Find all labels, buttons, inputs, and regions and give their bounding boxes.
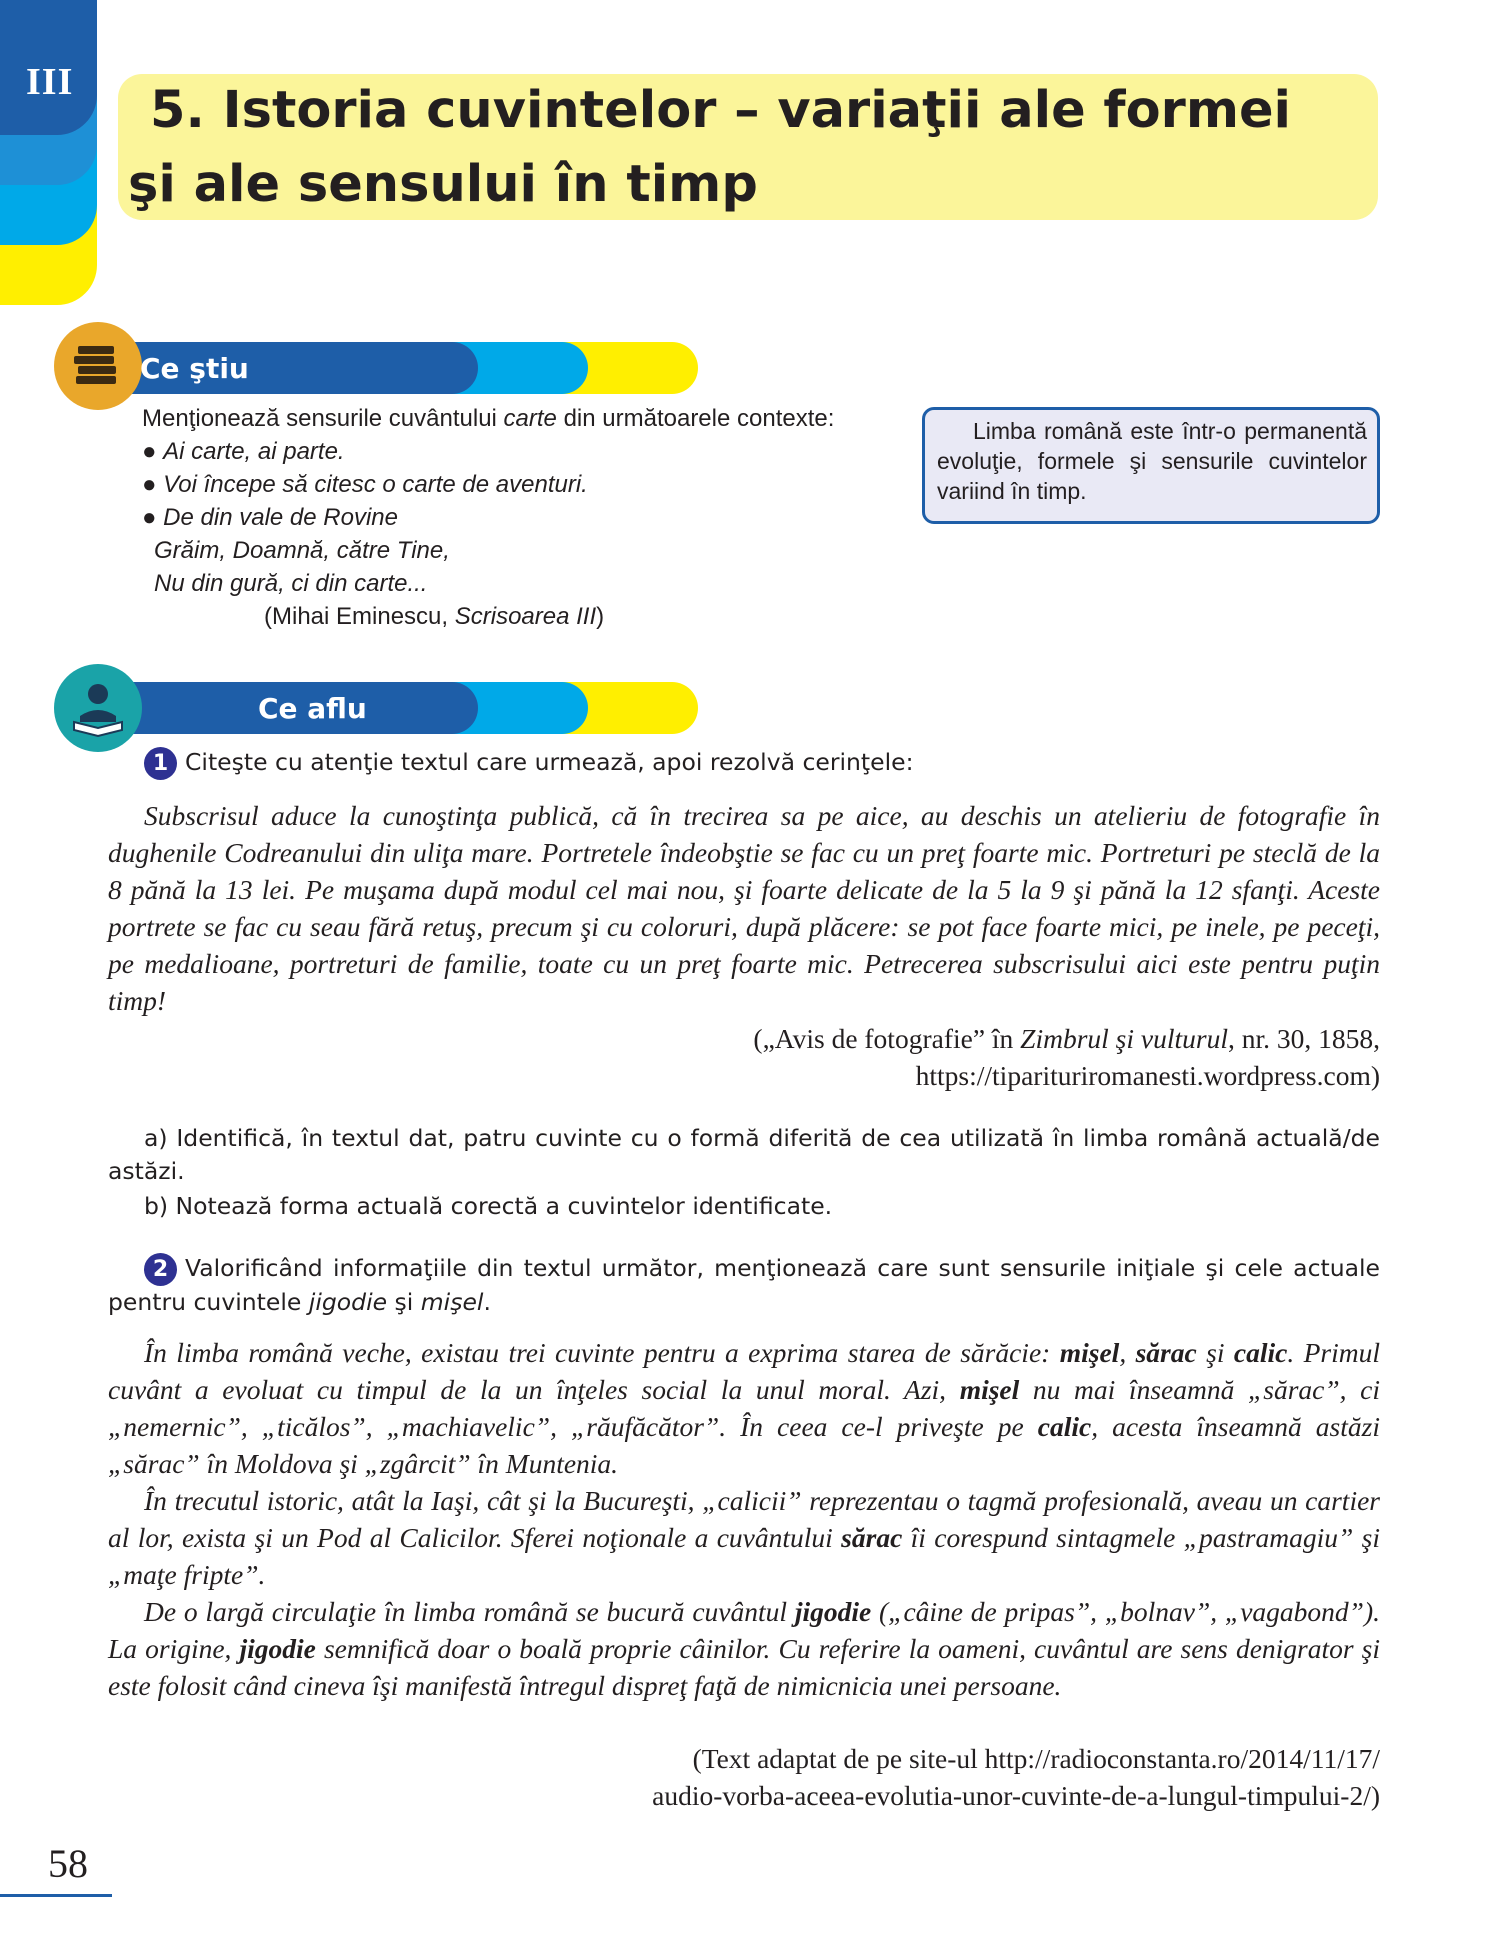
task-1-text: Subscrisul aduce la cunoştinţa publică, că în trecirea sa pe aice, au deschis un atelieriu de fotografie în dughenile Codreanului din uliţa mare. Portretele îndeobştie se fac cu un preţ foarte mic. Portreturi pe steclă de la 8 pănă la 13 lei. Pe muşama după modul cel mai nou, şi foarte delicate de la 5 la 9 şi pănă la 12 sfanţi. Aceste portrete se fac cu seau fără retuş, precum şi cu coloruri, după plăcere: se pot face foarte mici, pe inele, pe peceţi, pe medalioane, portreturi de familie, toate cu un preţ foarte mic. Petrecerea subscrisului aici este pentru puţin timp! bbox=[108, 800, 1380, 1016]
ce-stiu-label: Ce ştiu bbox=[140, 352, 249, 385]
title-line-1: 5. Istoria cuvintelor – variaţii ale formei bbox=[150, 81, 1292, 140]
reader-icon bbox=[54, 664, 142, 752]
bullet-icon: ● bbox=[142, 471, 157, 498]
page-number: 58 bbox=[48, 1841, 88, 1886]
task-2-prompt: 2 Valorificând informaţiile din textul următor, menţionează care sunt sensurile iniţiale şi cele actuale pentru cuvintele jigodie şi mişel. bbox=[108, 1254, 1380, 1316]
poem-line: Nu din gură, ci din carte... bbox=[154, 570, 428, 597]
bullet-icon: ● bbox=[142, 438, 157, 465]
chapter-tab bbox=[0, 0, 97, 305]
info-note: Limba română este într-o permanentă evoluţie, formele şi sensurile cuvintelor variind în timp. bbox=[922, 407, 1380, 524]
bullet-item: ● Voi începe să citesc o carte de aventuri. bbox=[142, 471, 588, 498]
poem-line: Grăim, Doamnă, către Tine, bbox=[154, 537, 450, 564]
ce-aflu-label: Ce aflu bbox=[258, 692, 367, 725]
poem-attribution: (Mihai Eminescu, Scrisoarea III) bbox=[264, 603, 605, 630]
task-2-paragraph-1: În limba română veche, existau trei cuvinte pentru a exprima starea de sărăcie: mişel, sărac şi calic. Primul cuvânt a evoluat cu timpul de la un înţeles social la unul moral. Azi, mişel nu mai înseamnă „sărac”, ci „nemernic”, „ticălos”, „machiavelic”, „răufăcător”. În ceea ce-l priveşte pe calic, acesta înseamnă astăzi „sărac” în Moldova şi „zgârcit” în Muntenia. bbox=[108, 1337, 1381, 1479]
bullet-icon: ● bbox=[142, 504, 157, 531]
ce-aflu-bar bbox=[108, 682, 698, 734]
task-number: 2 bbox=[144, 1253, 177, 1286]
task-number: 1 bbox=[144, 747, 177, 780]
title-line-2: şi ale sensului în timp bbox=[128, 155, 758, 214]
books-icon bbox=[54, 322, 142, 410]
task-2-paragraph-3: De o largă circulaţie în limba română se bucură cuvântul jigodie („câine de pripas”, „bolnav”, „vagabond”). La origine, jigodie semnifică doar o boală proprie câinilor. Cu referire la oameni, cuvântul are sens denigrator şi este folosit când cineva îşi manifestă întregul dispreţ faţă de nimicnicia unei persoane. bbox=[108, 1596, 1381, 1701]
bullet-item: ● Ai carte, ai parte. bbox=[142, 438, 345, 465]
task-1-b: b) Notează forma actuală corectă a cuvintelor identificate. bbox=[144, 1192, 833, 1220]
ce-stiu-intro: Menţionează sensurile cuvântului carte din următoarele contexte: bbox=[142, 405, 835, 432]
task-2-text bbox=[108, 1334, 1380, 1704]
ce-stiu-content bbox=[142, 402, 902, 633]
page-number-underline bbox=[0, 1894, 112, 1897]
task-2-source: (Text adaptat de pe site-ul http://radioconstanta.ro/2014/11/17/ audio-vorba-aceea-evolutia-unor-cuvinte-de-a-lungul-timpului-2/) bbox=[652, 1743, 1380, 1811]
page-title bbox=[128, 74, 1368, 222]
task-2-paragraph-2: În trecutul istoric, atât la Iaşi, cât şi la Bucureşti, „calicii” reprezentau o tagmă profesională, aveau un cartier al lor, exista şi un Pod al Calicilor. Sferei noţionale a cuvântului sărac îi corespund sintagmele „pastramagiu” şi „maţe fripte”. bbox=[108, 1485, 1380, 1590]
task-1-prompt: 1 Citeşte cu atenţie textul care urmează, apoi rezolvă cerinţele: bbox=[144, 746, 1384, 780]
bullet-item: ● De din vale de Rovine bbox=[142, 504, 398, 531]
unit-number: III bbox=[26, 61, 74, 103]
task-1-source: („Avis de fotografie” în Zimbrul şi vulturul, nr. 30, 1858, https://tiparituriromanesti.wordpress.com) bbox=[753, 1023, 1380, 1091]
task-1-a: a) Identifică, în textul dat, patru cuvinte cu o formă diferită de cea utilizată în limba română actuală/de astăzi. bbox=[108, 1124, 1380, 1185]
